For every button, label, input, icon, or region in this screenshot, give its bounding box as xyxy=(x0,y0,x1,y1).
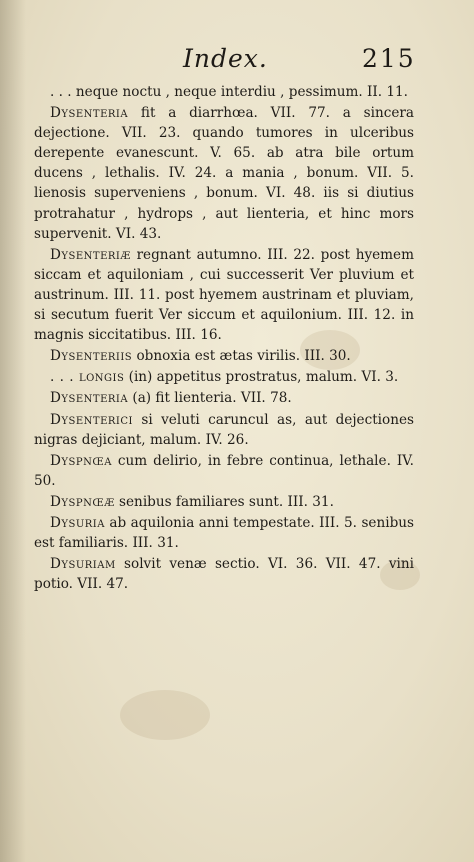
entry-headword: Dyspnœæ xyxy=(50,493,115,510)
entry-headword: Dysenteriæ xyxy=(50,246,131,263)
page-number: 215 xyxy=(362,44,416,73)
entry-text: solvit venæ sectio. VI. 36. VII. 47. vini potio. VII. 47. xyxy=(34,556,414,593)
running-title: Index. xyxy=(183,44,268,73)
entry-headword: Dysenteria xyxy=(50,390,129,407)
entry-headword: Dysuria xyxy=(50,514,105,531)
entry-text: regnant autumno. III. 22. post hyemem siccam et aquiloniam , cui successerit Ver pluvium et austrinum. III. 11. post hyemem austrinam et pluviam, si secutum fuerit Ver siccum et aquilonium. III. 12. in magnis siccitatibus. III. 16. xyxy=(34,246,414,344)
index-entry xyxy=(34,410,414,450)
index-entry xyxy=(34,103,414,244)
spine-shadow xyxy=(0,0,26,862)
entry-text: obnoxia est ætas virilis. III. 30. xyxy=(132,348,351,365)
index-entry xyxy=(34,451,414,491)
entry-headword: Dysenteria xyxy=(50,105,129,122)
index-entries xyxy=(34,82,414,595)
entry-text: (a) fit lienteria. VII. 78. xyxy=(128,390,292,407)
index-entry xyxy=(34,492,414,512)
index-entry xyxy=(34,346,414,366)
entry-headword: Dysenteriis xyxy=(50,348,133,365)
entry-text: senibus familiares sunt. III. 31. xyxy=(114,493,334,510)
entry-text: fit a diarrhœa. VII. 77. a sincera dejectione. VII. 23. quando tumores in ulceribus derepente evanescunt. V. 65. ab atra bile ortum ducens , lethalis. IV. 24. a mania , bonum. VII. 5. lienosis superveniens , bonum. VI. 48. iis si diutius protrahatur , hydrops , aut lienteria, et hinc mors supervenit. VI. 43. xyxy=(34,105,414,242)
entry-text: (in) appetitus prostratus, malum. VI. 3. xyxy=(124,369,399,386)
entry-text: ab aquilonia anni tempestate. III. 5. senibus est familiaris. III. 31. xyxy=(34,514,414,552)
paper-stain xyxy=(120,690,210,740)
index-entry: . . . longis (in) appetitus prostratus, malum. VI. 3. xyxy=(50,369,399,386)
entry-headword: Dysenterici xyxy=(50,411,133,428)
entry-headword: longis xyxy=(78,369,125,386)
index-entry xyxy=(34,82,414,102)
index-entry xyxy=(34,245,414,345)
index-entry xyxy=(34,388,414,408)
page-header xyxy=(0,44,474,74)
entry-text: cum delirio, in febre continua, lethale. IV. 50. xyxy=(34,452,414,489)
index-entry xyxy=(34,513,414,553)
entry-headword: Dyspnœa xyxy=(50,452,112,469)
entry-text: . . . neque noctu , neque interdiu , pessimum. II. 11. xyxy=(50,84,409,100)
entry-headword: Dysuriam xyxy=(50,556,116,573)
entry-text: si veluti caruncul as, aut dejectiones nigras dejiciant, malum. IV. 26. xyxy=(34,411,414,448)
index-entry xyxy=(34,554,414,594)
